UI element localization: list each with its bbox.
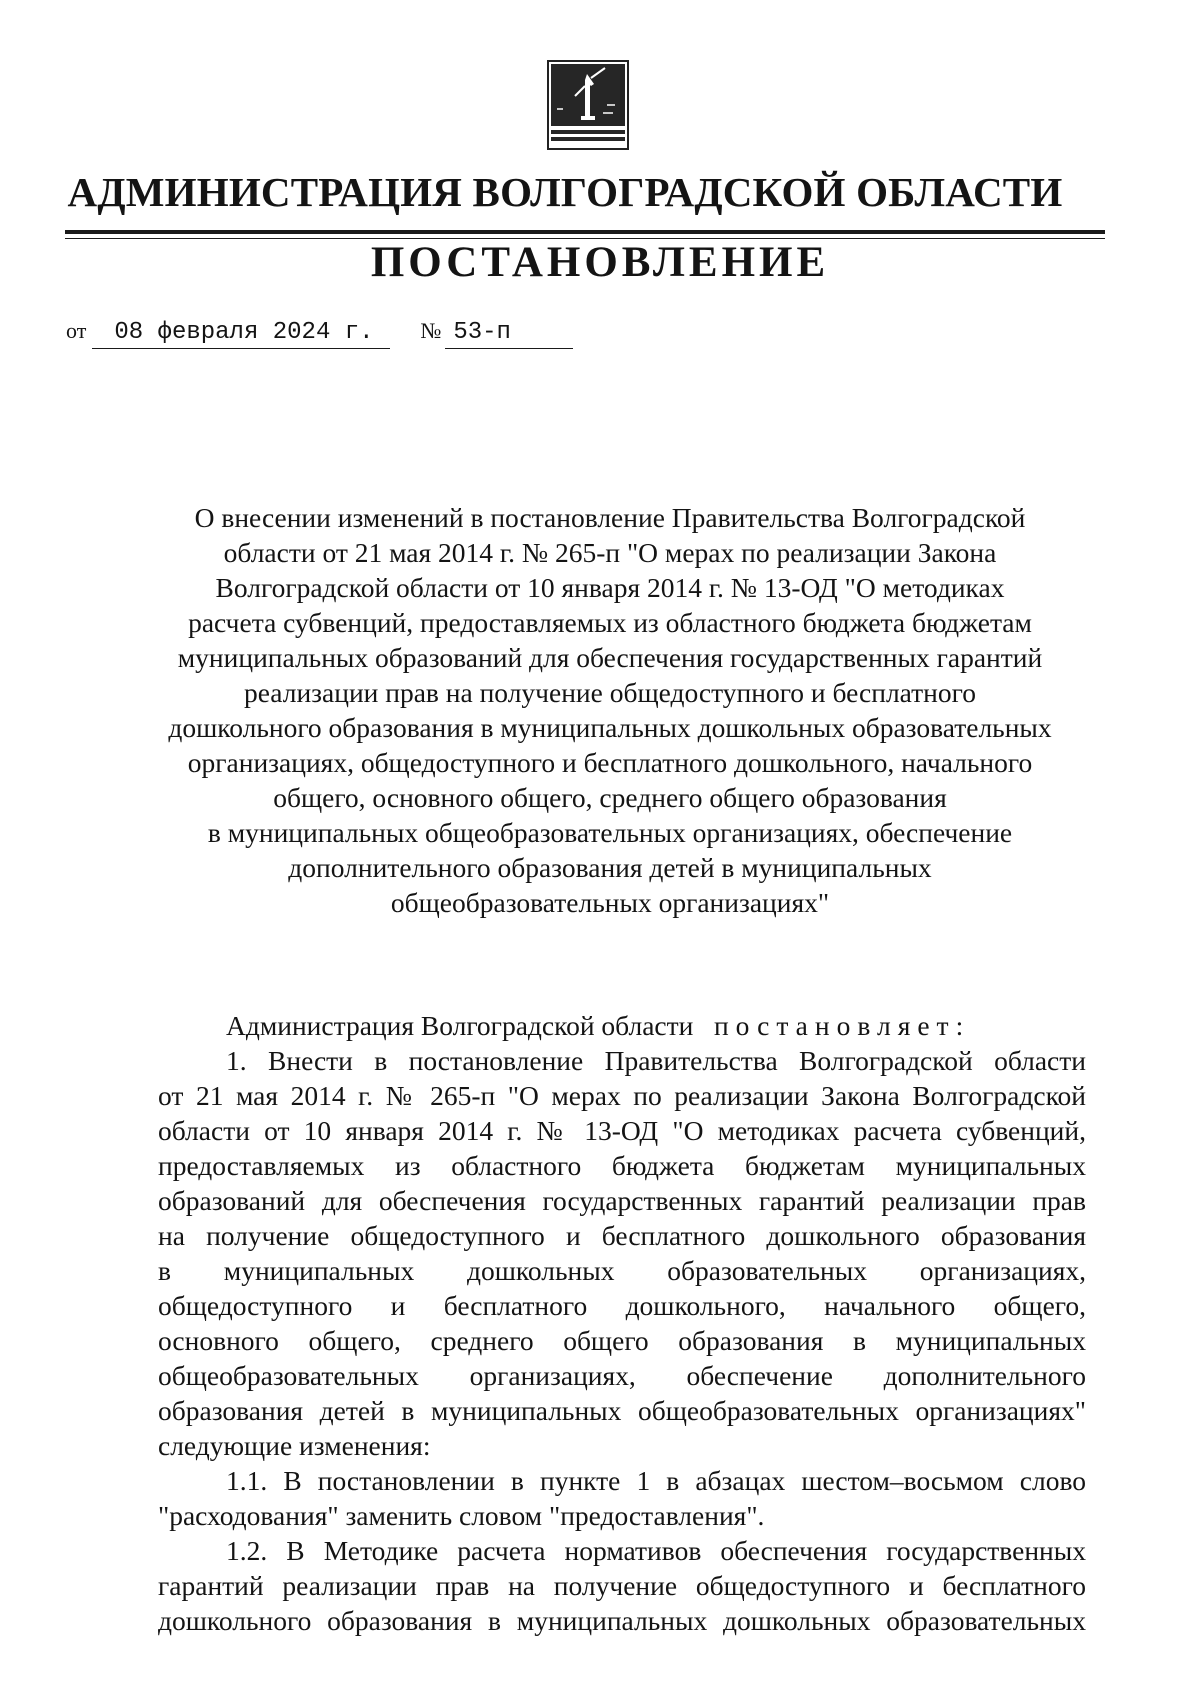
- subject-line: общеобразовательных организациях": [390, 887, 830, 918]
- body-line: 1.1. В постановлении в пункте 1 в абзацах шестом–восьмом слово: [226, 1465, 1086, 1496]
- organization-title: АДМИНИСТРАЦИЯ ВОЛГОГРАДСКОЙ ОБЛАСТИ: [67, 169, 1063, 215]
- body-line: дошкольного образования в муниципальных дошкольных образовательных: [158, 1605, 1086, 1636]
- body-line: 1. Внести в постановление Правительства Волгоградской области: [226, 1045, 1086, 1076]
- subject-line: в муниципальных общеобразовательных организациях, обеспечение: [207, 817, 1013, 848]
- body-line: в муниципальных дошкольных образовательных организациях,: [158, 1255, 1086, 1286]
- subject-line: Волгоградской области от 10 января 2014 г. № 13-ОД "О методиках: [215, 572, 1005, 603]
- document-subject: [130, 500, 1090, 920]
- preamble-verb: постановляет:: [713, 1010, 971, 1041]
- body-line: образований для обеспечения государственных гарантий реализации прав: [158, 1185, 1086, 1216]
- subject-line: муниципальных образований для обеспечения государственных гарантий: [177, 642, 1043, 673]
- body-line: общеобразовательных организациях, обеспечение дополнительного: [158, 1360, 1086, 1391]
- body-line: от 21 мая 2014 г. № 265-п "О мерах по реализации Закона Волгоградской: [158, 1080, 1086, 1111]
- body-line: образования детей в муниципальных общеобразовательных организациях": [158, 1395, 1086, 1426]
- subject-line: реализации прав на получение общедоступного и бесплатного: [243, 677, 976, 708]
- body-line: основного общего, среднего общего образования в муниципальных: [158, 1325, 1086, 1356]
- document-date: 08 февраля 2024 г.: [92, 318, 390, 349]
- date-prefix: от: [66, 318, 87, 343]
- body-line: общедоступного и бесплатного дошкольного, начального общего,: [158, 1290, 1086, 1321]
- subject-line: общего, основного общего, среднего общего образования: [273, 782, 947, 813]
- body-line: области от 10 января 2014 г. № 13-ОД "О методиках расчета субвенций,: [158, 1115, 1086, 1146]
- header-divider-thick: [65, 230, 1105, 234]
- document-body: [158, 1008, 1086, 1638]
- subject-line: расчета субвенций, предоставляемых из областного бюджета бюджетам: [188, 607, 1032, 638]
- number-prefix: №: [420, 318, 442, 343]
- body-line: предоставляемых из областного бюджета бюджетам муниципальных: [158, 1150, 1086, 1181]
- subject-line: дополнительного образования детей в муниципальных: [288, 852, 932, 883]
- document-type-title: ПОСТАНОВЛЕНИЕ: [370, 239, 830, 286]
- subject-line: О внесении изменений в постановление Правительства Волгоградской: [194, 502, 1026, 533]
- body-line: следующие изменения:: [158, 1430, 431, 1461]
- body-line: 1.2. В Методике расчета нормативов обеспечения государственных: [226, 1535, 1086, 1566]
- document-number: 53-п: [445, 318, 573, 349]
- subject-line: дошкольного образования в муниципальных дошкольных образовательных: [168, 712, 1052, 743]
- body-line: на получение общедоступного и бесплатного дошкольного образования: [158, 1220, 1086, 1251]
- body-line: гарантий реализации прав на получение общедоступного и бесплатного: [158, 1570, 1086, 1601]
- volgograd-emblem-icon: [547, 60, 629, 150]
- preamble: [158, 1008, 1086, 1043]
- preamble-text: Администрация Волгоградской области: [226, 1010, 694, 1041]
- document-requisites: [66, 318, 573, 349]
- subject-line: области от 21 мая 2014 г. № 265-п "О мерах по реализации Закона: [223, 537, 997, 568]
- subject-line: организациях, общедоступного и бесплатного дошкольного, начального: [187, 747, 1033, 778]
- body-line: "расходования" заменить словом "предоставления".: [158, 1500, 765, 1531]
